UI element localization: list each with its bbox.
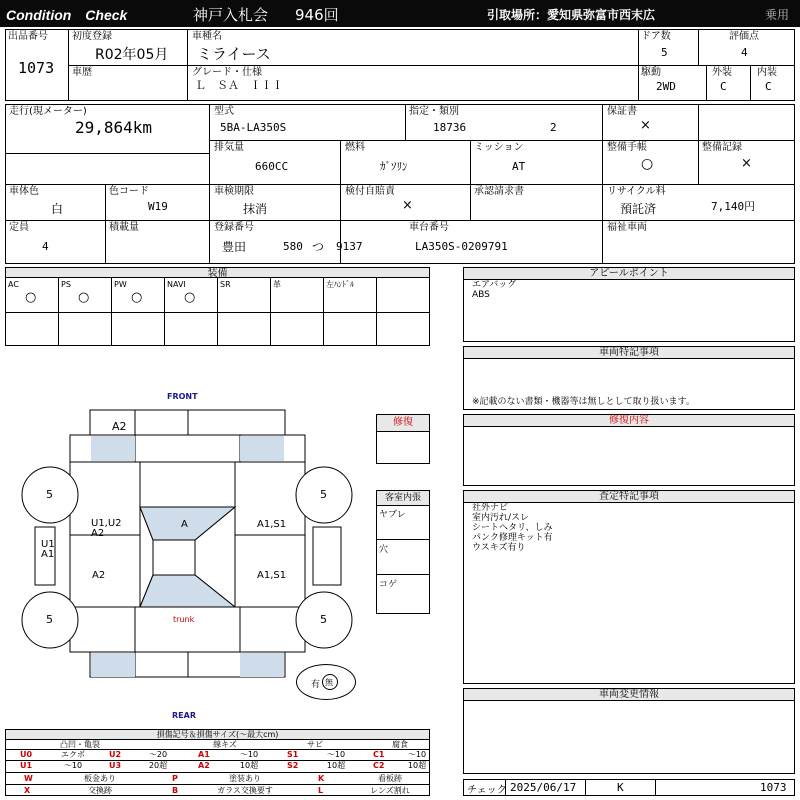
drive-value: 2WD <box>656 80 676 93</box>
left-rear-door-mark: A2 <box>92 570 106 581</box>
category-value: 2 <box>550 121 557 134</box>
reg-area: 豊田 <box>222 240 247 254</box>
front-right-tire-mark: 5 <box>320 488 327 501</box>
damage-a2-top: A2 <box>112 420 127 433</box>
vehicle-category: 乗用 <box>765 8 790 22</box>
equip-ac-label: AC <box>8 280 19 289</box>
equip-pw-label: PW <box>114 280 127 289</box>
appeal-panel <box>463 267 795 342</box>
change-title: 車両変更情報 <box>464 689 794 701</box>
legend-u2: U2 <box>109 750 122 759</box>
recycle-label: リサイクル料 <box>607 186 666 197</box>
insurance-label: 検付自賠責 <box>345 186 395 197</box>
body-color-label: 車体色 <box>9 186 39 197</box>
maint-book-value: ○ <box>641 156 654 172</box>
first-reg-label: 初度登録 <box>72 31 112 42</box>
legend-w-desc: 板金あり <box>84 774 116 783</box>
legend-group-dent: 凸凹・亀裂 <box>60 740 100 749</box>
legend-u1: U1 <box>20 761 33 770</box>
equip-ps-mark: ○ <box>78 290 90 305</box>
appeal-text: エアバッグ ABS <box>472 280 517 300</box>
maint-record-label: 整備記録 <box>702 142 742 153</box>
legend-c2-desc: 10超 <box>407 761 427 770</box>
repair-content-title: 修復内容 <box>464 415 794 427</box>
assessment-text: 社外ナビ 室内汚れ/スレ シートヘタリ、しみ パンク修理キット有 ウスキズ有り <box>472 503 553 553</box>
equip-pw-mark: ○ <box>131 290 143 305</box>
assessment-title: 査定特記事項 <box>464 491 794 503</box>
auction-number: 946回 <box>295 6 339 24</box>
designation-label: 指定・類別 <box>409 106 459 117</box>
legend-x: X <box>24 786 31 795</box>
legend-u0-desc: エクボ <box>61 750 85 759</box>
car-diagram <box>20 405 365 710</box>
legend-a2-desc: 10超 <box>239 761 259 770</box>
doors-value: 5 <box>661 46 668 59</box>
chassis-label: 車台番号 <box>409 222 449 233</box>
legend-c1-desc: ～10 <box>407 750 427 759</box>
legend-group-rust: サビ <box>307 740 323 749</box>
left-front-door-mark: U1,U2 A2 <box>91 518 122 539</box>
history-label: 車歴 <box>72 67 92 78</box>
exterior-label: 外装 <box>712 67 732 78</box>
check-lot: 1073 <box>760 781 787 794</box>
legend-l-desc: レンズ割れ <box>370 786 410 795</box>
check-label: チェック <box>467 785 507 796</box>
lot-label: 出品番号 <box>8 31 48 42</box>
car-name-value: ミライース <box>197 45 271 63</box>
assessment-panel <box>463 490 795 684</box>
designation-value: 18736 <box>433 121 467 134</box>
notes-panel <box>463 346 795 410</box>
mileage-label: 走行(現メーター) <box>9 106 87 117</box>
cabin-burn-label: コゲ <box>379 580 398 590</box>
legend-w: W <box>24 774 33 783</box>
appeal-title: アピールポイント <box>464 268 794 280</box>
legend-title: 損傷記号＆損傷サイズ(～最大cm) <box>6 730 429 739</box>
exterior-value: C <box>720 80 727 93</box>
legend-b-desc: ガラス交換要す <box>217 786 273 795</box>
reg-class: 580 <box>283 240 303 253</box>
interior-label: 内装 <box>757 67 777 78</box>
legend-k: K <box>318 774 325 783</box>
warranty-value: × <box>640 118 651 133</box>
transmission-value: AT <box>512 160 526 173</box>
right-rear-door-mark: A1,S1 <box>257 570 287 581</box>
chassis-value: LA350S-0209791 <box>415 240 508 253</box>
maint-record-value: × <box>741 156 752 171</box>
legend-l: L <box>318 786 324 795</box>
equip-leather-label: 革 <box>273 280 281 289</box>
equip-sr-label: SR <box>220 280 231 289</box>
check-initial: K <box>617 781 624 794</box>
trunk-label: trunk <box>173 615 195 624</box>
front-left-tire-mark: 5 <box>46 488 53 501</box>
spare-tire-mark-text: 無 <box>325 678 333 687</box>
legend-s1-desc: ～10 <box>326 750 346 759</box>
transmission-label: ミッション <box>474 142 524 153</box>
grade-value: Ｌ ＳＡ ＩＩＩ <box>195 79 283 92</box>
capacity-label: 定員 <box>9 222 29 233</box>
left-mirror-mark: U1 A1 <box>41 539 55 560</box>
body-color-value: 白 <box>51 202 64 216</box>
fuel-label: 燃料 <box>345 142 365 153</box>
car-name-label: 車種名 <box>192 31 222 42</box>
score-value: 4 <box>741 46 748 59</box>
equip-navi-label: NAVI <box>167 280 186 289</box>
legend-a2: A2 <box>198 761 210 770</box>
reg-number-label: 登録番号 <box>214 222 254 233</box>
repair-title: 修復 <box>377 415 429 432</box>
load-label: 積載量 <box>109 222 139 233</box>
reg-kana: つ <box>312 240 325 254</box>
lot-value: 1073 <box>18 59 55 77</box>
notes-text: ※記載のない書類・機器等は無しとして取り扱います。 <box>472 397 695 407</box>
pickup-location: 引取場所：愛知県弥富市西末広 <box>487 8 656 22</box>
approval-label: 承認請求書 <box>474 186 524 197</box>
legend-p-desc: 塗装あり <box>229 774 261 783</box>
color-code-label: 色コード <box>109 186 149 197</box>
legend-k-desc: 看板跡 <box>378 774 402 783</box>
legend-x-desc: 交換跡 <box>88 786 112 795</box>
model-value: 5BA-LA350S <box>220 121 287 134</box>
auction-name: 神戸入札会 <box>193 6 269 24</box>
reg-num: 9137 <box>336 240 363 253</box>
legend-u3: U3 <box>109 761 122 770</box>
equipment-title: 装備 <box>6 268 429 278</box>
spare-tire-label: 有 <box>311 680 321 690</box>
maint-book-label: 整備手帳 <box>607 142 647 153</box>
legend-s1: S1 <box>287 750 299 759</box>
cabin-tear-label: ヤブレ <box>379 510 406 520</box>
mileage-value: 29,864km <box>75 118 153 137</box>
repair-content-panel <box>463 414 795 486</box>
score-label: 評価点 <box>729 31 759 42</box>
drive-label: 駆動 <box>641 67 661 78</box>
equip-ps-label: PS <box>61 280 71 289</box>
check-date: 2025/06/17 <box>510 781 577 794</box>
model-label: 型式 <box>214 106 234 117</box>
windshield-mark: A <box>181 519 188 530</box>
equip-lhd-label: 左ﾊﾝﾄﾞﾙ <box>326 280 354 289</box>
capacity-value: 4 <box>42 240 49 253</box>
legend-b: B <box>172 786 179 795</box>
first-reg-value: R02年05月 <box>95 47 169 63</box>
legend-group-scratch: 線キズ <box>213 740 237 749</box>
legend-s2-desc: 10超 <box>326 761 346 770</box>
insurance-value: × <box>402 198 413 213</box>
inspection-label: 車検期限 <box>214 186 254 197</box>
cabin-title: 客室内張 <box>377 491 429 506</box>
rear-label: REAR <box>172 711 196 720</box>
legend-u3-desc: 20超 <box>148 761 168 770</box>
recycle-amount: 7,140円 <box>711 200 756 213</box>
rear-right-tire-mark: 5 <box>320 613 327 626</box>
grade-label: グレード・仕様 <box>192 67 262 78</box>
legend-c1: C1 <box>373 750 385 759</box>
displacement-value: 660CC <box>255 160 289 173</box>
inspection-value: 抹消 <box>243 202 268 216</box>
rear-left-tire-mark: 5 <box>46 613 53 626</box>
legend-u2-desc: ～20 <box>148 750 168 759</box>
right-front-door-mark: A1,S1 <box>257 519 287 530</box>
color-code-value: W19 <box>148 200 168 213</box>
legend-a1-desc: ～10 <box>239 750 259 759</box>
legend-s2: S2 <box>287 761 299 770</box>
welfare-label: 福祉車両 <box>607 222 647 233</box>
notes-title: 車両特記事項 <box>464 347 794 359</box>
fuel-value: ｶﾞｿﾘﾝ <box>380 160 408 173</box>
cabin-hole-label: 穴 <box>379 545 389 555</box>
legend-u1-desc: ～10 <box>63 761 83 770</box>
equip-navi-mark: ○ <box>184 290 196 305</box>
front-label: FRONT <box>167 392 198 401</box>
equip-ac-mark: ○ <box>25 290 37 305</box>
displacement-label: 排気量 <box>214 142 244 153</box>
header-bar <box>0 0 800 27</box>
warranty-label: 保証書 <box>607 106 637 117</box>
legend-p: P <box>172 774 178 783</box>
change-panel <box>463 688 795 774</box>
legend-group-corrosion: 腐食 <box>392 740 408 749</box>
recycle-status: 預託済 <box>620 202 657 216</box>
legend-c2: C2 <box>373 761 385 770</box>
doors-label: ドア数 <box>641 31 671 42</box>
legend-u0: U0 <box>20 750 33 759</box>
condition-check-title: Condition Check <box>6 7 128 23</box>
interior-value: C <box>765 80 772 93</box>
legend-a1: A1 <box>198 750 210 759</box>
